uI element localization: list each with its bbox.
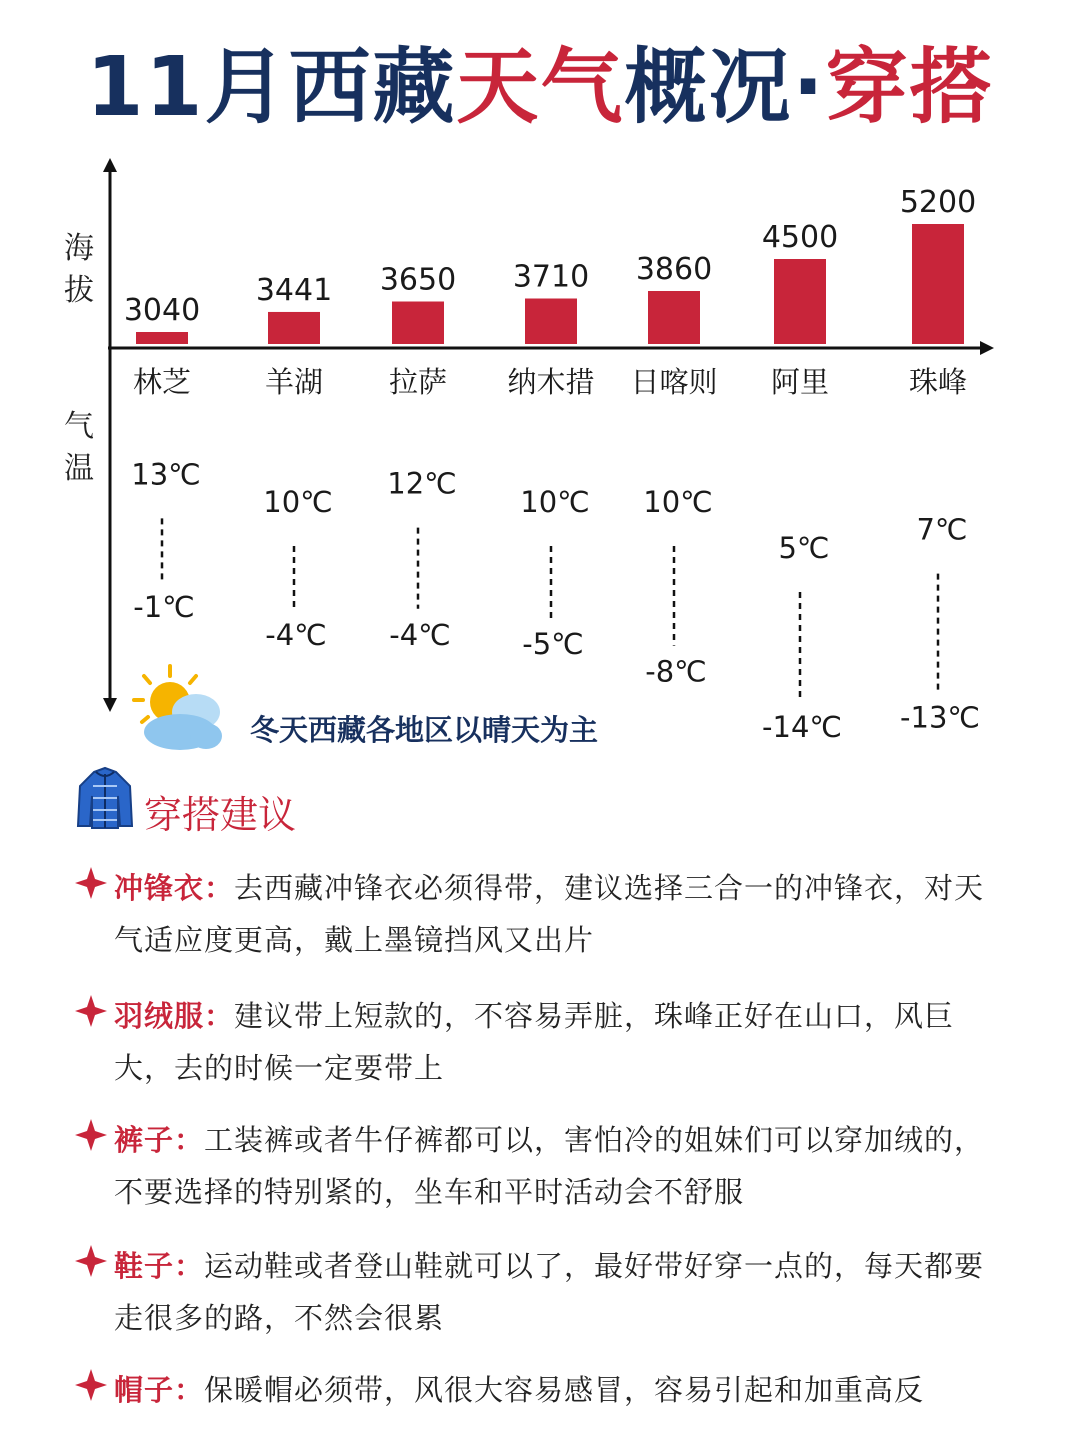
outfit-advice-heading: 穿搭建议	[144, 793, 297, 837]
bar-value-label: 4500	[761, 220, 839, 255]
tip-hat-key: 帽子：	[114, 1373, 205, 1407]
sun-cloud-icon	[128, 662, 228, 758]
tip-jacket-body: 去西藏冲锋衣必须得带，建议选择三合一的冲锋衣，对天气适应度更高，戴上墨镜挡风又出片	[114, 871, 985, 957]
red-star-bullet-icon	[74, 1244, 108, 1278]
tip-jacket-key: 冲锋衣：	[114, 871, 235, 905]
title-part-4: 穿搭	[825, 40, 994, 135]
title-part-1: 11月西藏	[86, 40, 457, 135]
tip-down-coat-key: 羽绒服：	[114, 999, 235, 1033]
temperature-low-label: -4℃	[389, 617, 451, 652]
bar-阿里	[774, 259, 826, 344]
temperature-low-label: -8℃	[645, 654, 707, 689]
tip-shoes-text	[114, 1240, 1014, 1344]
temperature-low-label: -14℃	[762, 709, 842, 744]
bar-纳木措	[525, 299, 577, 345]
y-axis-label-altitude: 海拔	[64, 231, 94, 308]
red-star-bullet-icon	[74, 994, 108, 1028]
temperature-high-label: 10℃	[520, 485, 590, 519]
tip-hat-text	[114, 1364, 1014, 1416]
temperature-high-label: 10℃	[263, 485, 333, 519]
temperature-high-label: 7℃	[916, 512, 968, 547]
bar-林芝	[136, 332, 188, 344]
category-label: 林芝	[132, 365, 192, 399]
tip-jacket-text	[114, 862, 1014, 966]
tip-hat-body: 保暖帽必须带，风很大容易感冒，容易引起和加重高反	[204, 1373, 925, 1407]
y-axis-label-temperature: 气温	[64, 409, 94, 486]
y-axis-arrow-up	[103, 158, 117, 172]
bar-value-label: 3650	[379, 262, 457, 298]
down-jacket-icon	[76, 766, 134, 830]
tip-down-coat-body: 建议带上短款的，不容易弄脏，珠峰正好在山口，风巨大，去的时候一定要带上	[114, 999, 955, 1085]
tip-shoes-key: 鞋子：	[114, 1249, 205, 1283]
tip-down-coat-text	[114, 990, 1014, 1094]
category-label: 珠峰	[908, 365, 968, 399]
temperature-high-label: 5℃	[778, 531, 830, 565]
bar-value-label: 3040	[123, 293, 201, 328]
category-label: 拉萨	[388, 365, 448, 399]
temperature-low-label: -13℃	[900, 700, 980, 735]
tip-pants-body: 工装裤或者牛仔裤都可以，害怕冷的姐妹们可以穿加绒的，不要选择的特别紧的，坐车和平时活动会不舒服	[114, 1123, 985, 1209]
bar-日喀则	[648, 291, 700, 344]
bar-拉萨	[392, 302, 444, 345]
title-part-3: 概况·	[624, 40, 826, 135]
x-axis-arrow	[980, 341, 994, 355]
bar-value-label: 5200	[899, 185, 977, 220]
bar-value-label: 3710	[512, 259, 590, 295]
title-part-2: 天气	[456, 40, 625, 135]
red-star-bullet-icon	[74, 866, 108, 900]
temperature-low-label: -5℃	[522, 627, 584, 661]
y-axis-arrow-down	[103, 698, 117, 712]
bar-value-label: 3860	[635, 252, 713, 287]
category-label: 阿里	[770, 365, 830, 399]
tip-pants-text	[114, 1114, 1014, 1218]
bar-羊湖	[268, 312, 320, 344]
red-star-bullet-icon	[74, 1368, 108, 1402]
category-label: 纳木措	[507, 365, 595, 399]
sunny-weather-note: 冬天西藏各地区以晴天为主	[250, 713, 599, 747]
category-label: 羊湖	[264, 365, 324, 399]
category-label: 日喀则	[630, 365, 718, 399]
red-star-bullet-icon	[74, 1118, 108, 1152]
temperature-high-label: 12℃	[387, 466, 457, 501]
bar-value-label: 3441	[255, 272, 333, 308]
temperature-high-label: 10℃	[643, 485, 713, 519]
temperature-low-label: -4℃	[265, 617, 327, 652]
tip-pants-key: 裤子：	[114, 1123, 205, 1157]
temperature-low-label: -1℃	[133, 590, 195, 625]
temperature-high-label: 13℃	[131, 457, 201, 492]
tip-shoes-body: 运动鞋或者登山鞋就可以了，最好带好穿一点的，每天都要走很多的路，不然会很累	[114, 1249, 985, 1335]
bar-珠峰	[912, 224, 964, 344]
